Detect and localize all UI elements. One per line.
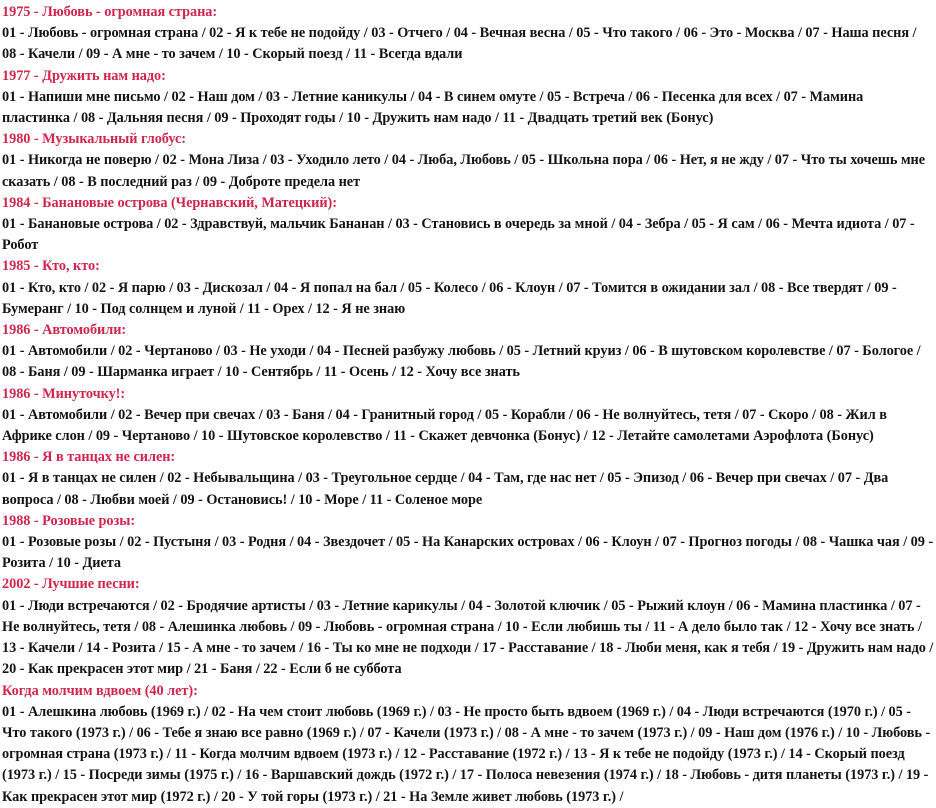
album-1986-avtomobili — [2, 320, 934, 384]
album-title: 1977 - Дружить нам надо: — [2, 67, 166, 84]
album-1980 — [2, 129, 934, 193]
album-title: 1975 - Любовь - огромная страна: — [2, 4, 218, 20]
album-1975 — [2, 2, 934, 66]
album-title: Когда молчим вдвоем (40 лет): — [2, 682, 198, 699]
album-title: 1986 - Я в танцах не силен: — [2, 449, 176, 466]
album-1985 — [2, 256, 934, 320]
track-list: 01 - Алешкина любовь (1969 г.) / 02 - На чем стоит любовь (1969 г.) / 03 - Не просто быть вдвоем (1969 г.) / 04 - Люди встречаются (1970 г.) / 05 - Что такого (1973 г.) / 06 - Тебе я знаю все равно (1969 г.) / 07 - Качели (1973 г.) / 08 - А мне - то зачем (1973 г.) / 09 - Наш дом (1976 г.) / 10 - Любовь - огромная страна (1973 г.) / 11 - Когда молчим вдвоем (1973 г.) / 12 - Расставание (1972 г.) / 13 - Я к тебе не подойду (1973 г.) / 14 - Скорый поезд (1973 г.) / 15 - Посреди зимы (1975 г.) / 16 - Варшавский дождь (1972 г.) / 17 - Полоса невезения (1974 г.) / 18 - Любовь - дитя планеты (1973 г.) / 19 - Как прекрасен этот мир (1972 г.) / 20 - У той горы (1973 г.) / 21 - На Земле живет любовь (1973 г.) / — [2, 703, 931, 805]
album-1986-v-tantsakh — [2, 447, 934, 511]
track-list: 01 - Автомобили / 02 - Вечер при свечах / 03 - Баня / 04 - Гранитный город / 05 - Корабли / 06 - Не волнуйтесь, тетя / 07 - Скоро / 08 - Жил в Африке слон / 09 - Чертаново / 10 - Шутовское королевство / 11 - Скажет девчонка (Бонус) / 12 - Летайте самолетами Аэрофлота (Бонус) — [2, 406, 887, 445]
track-list: 01 - Розовые розы / 02 - Пустыня / 03 - Родня / 04 - Звездочет / 05 - На Канарских островах / 06 - Клоун / 07 - Прогноз погоды / 08 - Чашка чая / 09 - Розита / 10 - Диета — [2, 534, 934, 572]
track-list: 01 - Люди встречаются / 02 - Бродячие артисты / 03 - Летние карикулы / 04 - Золотой ключик / 05 - Рыжий клоун / 06 - Мамина пластинка / 07 - Не волнуйтесь, тетя / 08 - Алешинка любовь / 09 - Любовь - огромная страна / 10 - Если любишь ты / 11 - А дело было так / 12 - Хочу все знать / 13 - Качели / 14 - Розита / 15 - А мне - то зачем / 16 - Ты ко мне не подходи / 17 - Расставание / 18 - Люби меня, как я тебя / 19 - Дружить нам надо / 20 - Как прекрасен этот мир / 21 - Баня / 22 - Если б не суббота — [2, 597, 934, 678]
album-1986-minutochku — [2, 384, 934, 448]
album-2002 — [2, 574, 934, 680]
album-title: 1985 - Кто, кто: — [2, 258, 100, 275]
album-title: 1986 - Минуточку!: — [2, 385, 126, 402]
track-list: 01 - Я в танцах не силен / 02 - Небывальщина / 03 - Треугольное сердце / 04 - Там, где нас нет / 05 - Эпизод / 06 - Вечер при свечах / 07 - Два вопроса / 08 - Любви моей / 09 - Остановись! / 10 - Море / 11 - Соленое море — [2, 470, 889, 508]
track-list: 01 - Банановые острова / 02 - Здравствуй, мальчик Бананан / 03 - Становись в очередь за мной / 04 - Зебра / 05 - Я сам / 06 - Мечта идиота / 07 - Робот — [2, 216, 915, 254]
track-list: 01 - Автомобили / 02 - Чертаново / 03 - Не уходи / 04 - Песней разбужу любовь / 05 - Летний круиз / 06 - В шутовском королевстве / 07 - Бологое / 08 - Баня / 09 - Шарманка играет / 10 - Сентябрь / 11 - Осень / 12 - Хочу все знать — [2, 343, 921, 381]
album-title: 1986 - Автомобили: — [2, 322, 127, 339]
album-kogda-molchim — [2, 681, 934, 808]
track-list: 01 - Напиши мне письмо / 02 - Наш дом / 03 - Летние каникулы / 04 - В синем омуте / 05 - Встреча / 06 - Песенка для всех / 07 - Мамина пластинка / 08 - Дальняя песня / 09 - Проходят годы / 10 - Дружить нам надо / 11 - Двадцать третий век (Бонус) — [2, 88, 864, 127]
album-1977 — [2, 66, 934, 130]
album-1988 — [2, 511, 934, 575]
track-list: 01 - Кто, кто / 02 - Я парю / 03 - Дискозал / 04 - Я попал на бал / 05 - Колесо / 06 - Клоун / 07 - Томится в ожидании зал / 08 - Все твердят / 09 - Бумеранг / 10 - Под солнцем и луной / 11 - Орех / 12 - Я не знаю — [2, 279, 897, 317]
album-title: 1980 - Музыкальный глобус: — [2, 131, 187, 148]
track-list: 01 - Никогда не поверю / 02 - Мона Лиза / 03 - Уходило лето / 04 - Люба, Любовь / 05 - Школьна пора / 06 - Нет, я не жду / 07 - Что ты хочешь мне сказать / 08 - В последний раз / 09 - Доброте предела нет — [2, 152, 926, 190]
discography-page — [2, 2, 934, 808]
album-1984 — [2, 193, 934, 257]
album-title: 1984 - Банановые острова (Чернавский, Матецкий): — [2, 194, 337, 211]
track-list: 01 - Любовь - огромная страна / 02 - Я к тебе не подойду / 03 - Отчего / 04 - Вечная весна / 05 - Что такого / 06 - Это - Москва / 07 - Наша песня / 08 - Качели / 09 - А мне - то зачем / 10 - Скорый поезд / 11 - Всегда вдали — [2, 25, 917, 63]
album-title: 2002 - Лучшие песни: — [2, 576, 140, 593]
album-title: 1988 - Розовые розы: — [2, 512, 136, 529]
